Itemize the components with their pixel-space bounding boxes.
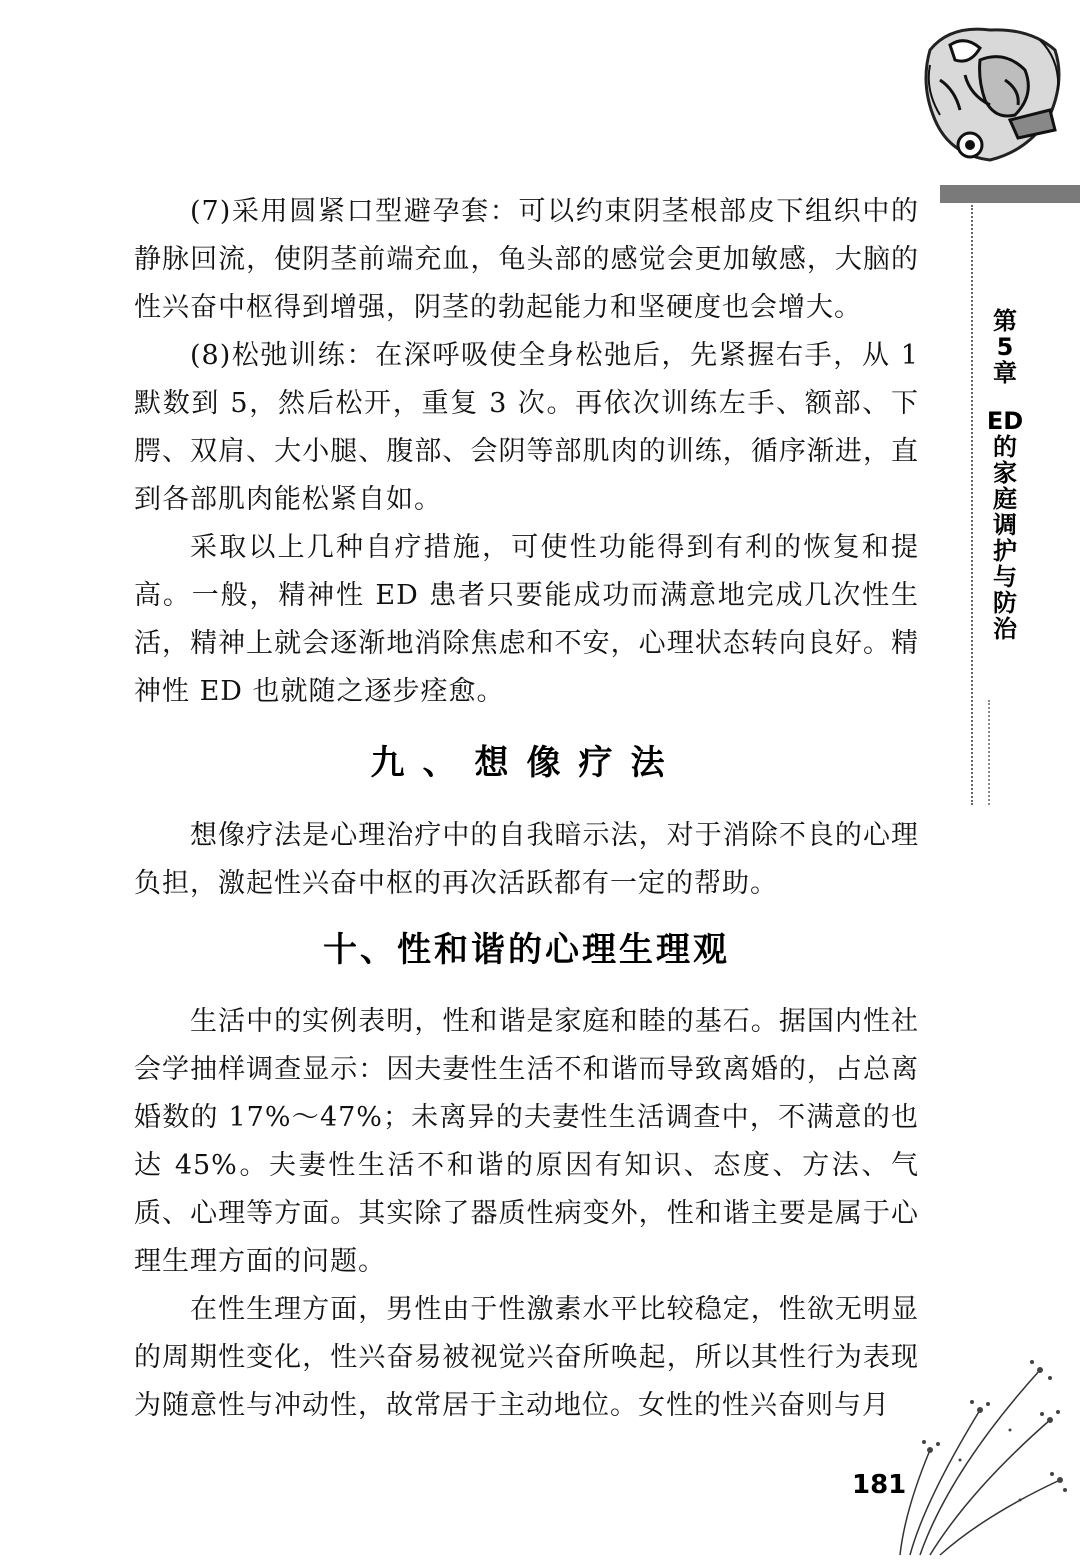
section-heading-imagery-therapy: 九、想像疗法 — [370, 743, 683, 783]
paragraph-summary: 采取以上几种自疗措施，可使性功能得到有利的恢复和提高。一般，精神性 ED 患者只要能成功而满意地完成几次性生活，精神上就会逐渐地消除焦虑和不安，心理状态转向良好。精神性 ED 也就随之逐步痊愈。 — [134, 532, 919, 707]
margin-dotted-line — [971, 205, 973, 805]
chapter-title-char: 护 — [993, 537, 1017, 565]
margin-dotted-line-short — [988, 700, 990, 805]
chapter-title-char: 庭 — [993, 485, 1017, 513]
chapter-title-char: 治 — [993, 615, 1017, 643]
chapter-title-char: 防 — [993, 589, 1017, 617]
text-section-sexual-harmony — [134, 998, 919, 1430]
fireworks-decoration — [890, 1350, 1070, 1560]
text-section-self-treatment — [134, 188, 919, 716]
paragraph-harmony-statistics: 生活中的实例表明，性和谐是家庭和睦的基石。据国内性社会学抽样调查显示：因夫妻性生活不和谐而导致离婚的，占总离婚数的 17%～47%；未离异的夫妻性生活调查中，不满意的也达 45%。夫妻性生活不和谐的原因有知识、态度、方法、气质、心理等方面。其实除了器质性病变外，性和谐主要是属于心理生理方面的问题。 — [134, 1006, 919, 1277]
chapter-label-char: 5 — [996, 333, 1014, 361]
paragraph-relaxation-training: (8)松弛训练：在深呼吸使全身松弛后，先紧握右手，从 1 默数到 5，然后松开，重复 3 次。再依次训练左手、额部、下腭、双肩、大小腿、腹部、会阴等部肌肉的训练，循序渐进，直到各部肌肉能松紧自如。 — [134, 340, 919, 515]
text-section-imagery-therapy — [134, 812, 919, 908]
chapter-side-tab — [985, 308, 1025, 642]
chapter-title-char: 与 — [993, 563, 1017, 591]
paragraph-imagery-therapy: 想像疗法是心理治疗中的自我暗示法，对于消除不良的心理负担，激起性兴奋中枢的再次活跃都有一定的帮助。 — [134, 820, 919, 899]
chapter-label — [985, 308, 1025, 386]
chapter-title-char: 调 — [993, 511, 1017, 539]
chapter-band — [940, 185, 1080, 203]
figure-illustration — [910, 20, 1070, 185]
chapter-title-char: 的 — [993, 433, 1017, 461]
chapter-title-char: ED — [986, 407, 1024, 435]
chapter-title — [985, 408, 1025, 642]
page-number: 181 — [852, 1470, 907, 1500]
chapter-label-char: 章 — [993, 359, 1017, 387]
section-heading-sexual-harmony: 十、性和谐的心理生理观 — [323, 930, 730, 970]
paragraph-condom-method: (7)采用圆紧口型避孕套：可以约束阴茎根部皮下组织中的静脉回流，使阴茎前端充血，龟头部的感觉会更加敏感，大脑的性兴奋中枢得到增强，阴茎的勃起能力和坚硬度也会增大。 — [134, 196, 919, 323]
chapter-label-char: 第 — [993, 307, 1017, 335]
paragraph-male-physiology: 在性生理方面，男性由于性激素水平比较稳定，性欲无明显的周期性变化，性兴奋易被视觉兴奋所唤起，所以其性行为表现为随意性与冲动性，故常居于主动地位。女性的性兴奋则与月 — [134, 1294, 919, 1421]
chapter-title-char: 家 — [993, 459, 1017, 487]
